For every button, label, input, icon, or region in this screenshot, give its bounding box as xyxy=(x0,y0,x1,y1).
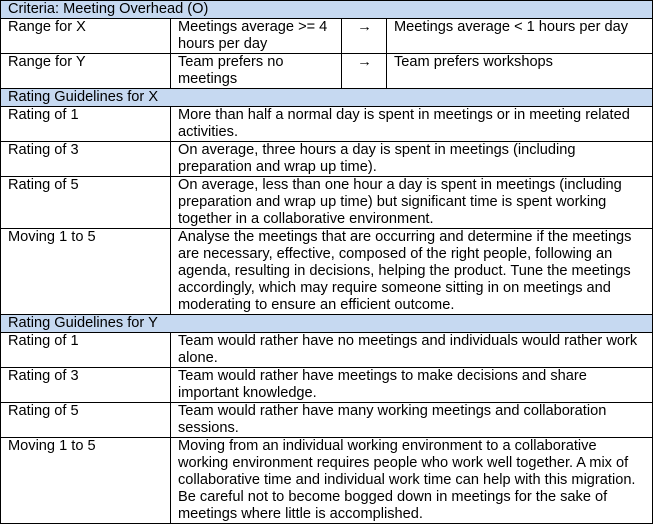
rating-description: Moving from an individual working environment to a collaborative working environment requires people who work well together. A mix of collaborative time and individual work time can help with this migration. Be careful not to become bogged down in meetings for the sake of meetings where little is accomplished. xyxy=(171,438,653,524)
right-arrow-icon: → xyxy=(342,54,387,89)
rating-label: Rating of 5 xyxy=(1,177,171,229)
guideline-row xyxy=(1,403,653,438)
range-row-x xyxy=(1,19,653,54)
rating-description: Analyse the meetings that are occurring and determine if the meetings are necessary, effective, composed of the right people, following an agenda, resulting in decisions, helping the product. Tune the meetings accordingly, which may require someone sitting in on meetings and moderating to ensure an efficient outcome. xyxy=(171,229,653,315)
criteria-title-row xyxy=(1,1,653,19)
guideline-row xyxy=(1,229,653,315)
range-to: Meetings average < 1 hours per day xyxy=(387,19,653,54)
guideline-row xyxy=(1,333,653,368)
range-label: Range for Y xyxy=(1,54,171,89)
rating-description: Team would rather have no meetings and individuals would rather work alone. xyxy=(171,333,653,368)
criteria-title: Criteria: Meeting Overhead (O) xyxy=(1,1,653,19)
rating-description: On average, less than one hour a day is spent in meetings (including preparation and wrap up time) but significant time is spent working together in a collaborative environment. xyxy=(171,177,653,229)
rating-label: Moving 1 to 5 xyxy=(1,229,171,315)
guidelines-x-heading-row xyxy=(1,89,653,107)
range-row-y xyxy=(1,54,653,89)
range-from: Team prefers no meetings xyxy=(171,54,342,89)
rating-description: Team would rather have many working meetings and collaboration sessions. xyxy=(171,403,653,438)
rating-label: Rating of 3 xyxy=(1,368,171,403)
rating-label: Moving 1 to 5 xyxy=(1,438,171,524)
rating-label: Rating of 1 xyxy=(1,333,171,368)
guideline-row xyxy=(1,107,653,142)
guidelines-y-heading: Rating Guidelines for Y xyxy=(1,315,653,333)
guideline-row xyxy=(1,177,653,229)
guideline-row xyxy=(1,142,653,177)
rating-description: More than half a normal day is spent in meetings or in meeting related activities. xyxy=(171,107,653,142)
guideline-row xyxy=(1,368,653,403)
rating-label: Rating of 5 xyxy=(1,403,171,438)
right-arrow-icon: → xyxy=(342,19,387,54)
range-label: Range for X xyxy=(1,19,171,54)
guidelines-x-heading: Rating Guidelines for X xyxy=(1,89,653,107)
guideline-row xyxy=(1,438,653,524)
rating-label: Rating of 1 xyxy=(1,107,171,142)
guidelines-y-heading-row xyxy=(1,315,653,333)
rating-label: Rating of 3 xyxy=(1,142,171,177)
rating-description: Team would rather have meetings to make decisions and share important knowledge. xyxy=(171,368,653,403)
range-from: Meetings average >= 4 hours per day xyxy=(171,19,342,54)
rating-description: On average, three hours a day is spent in meetings (including preparation and wrap up time). xyxy=(171,142,653,177)
range-to: Team prefers workshops xyxy=(387,54,653,89)
